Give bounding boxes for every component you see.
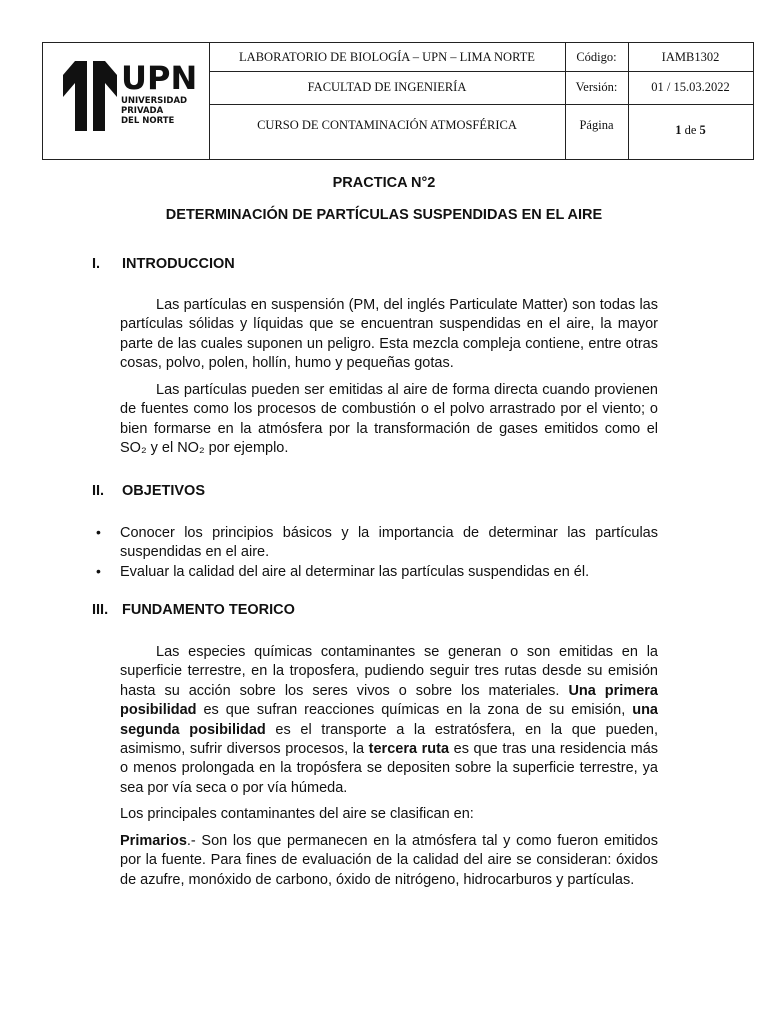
logo-line2: PRIVADA [121,106,164,116]
header-course: CURSO DE CONTAMINACIÓN ATMOSFÉRICA [257,117,517,132]
intro-paragraph-2: Las partículas pueden ser emitidas al aire de forma directa cuando provienen de fuentes como los procesos de combustión o el polvo arrastrado por el viento; o bien formarse en la atmósfera por la transformación de gases emitidos como el SO₂ y el NO₂ por ejemplo. [120,382,658,457]
logo-line3: DEL NORTE [121,116,175,126]
objective-bullet-icon: • [96,563,101,579]
header-faculty: FACULTAD DE INGENIERÍA [307,80,467,94]
version-label: Versión: [575,80,618,94]
section-title: OBJETIVOS [122,483,205,499]
section-title: INTRODUCCION [122,256,235,272]
section-title: FUNDAMENTO TEORICO [122,602,295,618]
intro-paragraph-1: Las partículas en suspensión (PM, del inglés Particulate Matter) son todas las partículas sólidas y líquidas que se encuentran suspendidas en el aire, la mayor parte de las cuales suponen un peligro. Esta mezcla compleja contiene, entre otras cosas, polvo, polen, hollín, humo y pequeñas gotas. [120,297,658,372]
fundamento-paragraph-2: Los principales contaminantes del aire se clasifican en: [120,806,474,822]
upn-logo-mark [63,61,123,131]
logo-brand: UPN [121,59,198,97]
document-title: DETERMINACIÓN DE PARTÍCULAS SUSPENDIDAS EN EL AIRE [165,207,603,223]
objective-item-2: Evaluar la calidad del aire al determinar las partículas suspendidas en él. [120,564,590,580]
fundamento-paragraph-1: Las especies químicas contaminantes se generan o son emitidas en la superficie terrestre, en la troposfera, pudiendo seguir tres rutas desde su emisión hasta su acción sobre los seres vivos o sobre los materiales. Una primera posibilidad es que sufran reacciones químicas en la zona de su emisión, una segunda posibilidad es el transporte a la estratósfera, en la que pueden, asimismo, sufrir diversos procesos, la tercera ruta es que tras una residencia más o menos prolongada en la tropósfera se depositen sobre la superficie terrestre, ya sea por vía seca o por vía húmeda. [120,644,659,796]
page-total: 5 [699,122,706,137]
codigo-label: Código: [576,49,617,64]
practice-title: PRACTICA N°2 [332,175,436,191]
section-number: I. [92,256,101,272]
version-value: 01 / 15.03.2022 [651,80,730,94]
upn-logo [43,43,209,159]
fundamento-paragraph-3: Primarios.- Son los que permanecen en la atmósfera tal y como fueron emitidos por la fuente. Para fines de evaluación de la calidad del aire se consideran: óxidos de azufre, monóxido de carbono, óxido de nitrógeno, hidrocarburos y partículas. [120,833,658,888]
codigo-value: IAMB1302 [661,49,720,64]
page-of: de [684,122,697,137]
objective-bullet-icon: • [96,524,101,540]
header-table [42,42,754,160]
section-number: III. [92,602,109,618]
page-number [628,104,753,156]
pagina-label: Página [579,117,614,132]
header-lab-name: LABORATORIO DE BIOLOGÍA – UPN – LIMA NORTE [239,49,535,64]
objective-item-1: Conocer los principios básicos y la importancia de determinar las partículas suspendidas en el aire. [120,525,658,561]
logo-line1: UNIVERSIDAD [121,96,188,106]
section-number: II. [92,483,105,499]
page-current: 1 [675,122,682,137]
